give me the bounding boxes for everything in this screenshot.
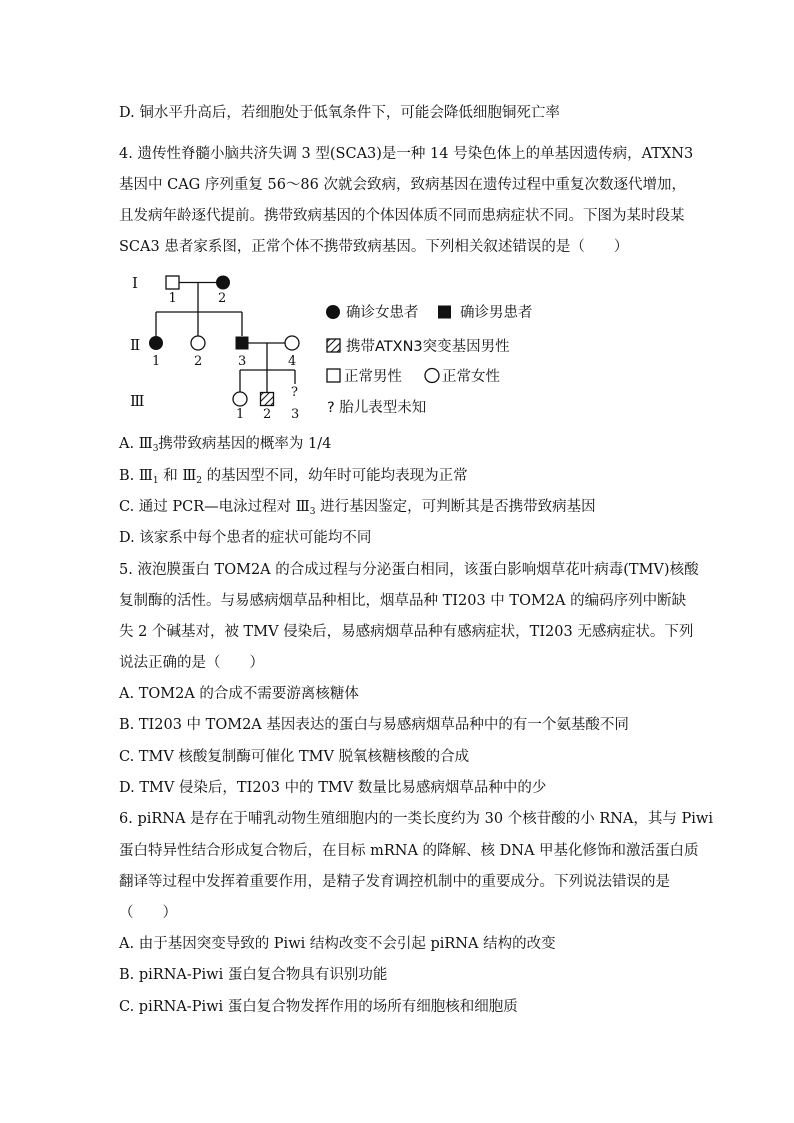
q3-option-d: D. 铜水平升高后，若细胞处于低氧条件下，可能会降低细胞铜死亡率	[119, 105, 560, 121]
gen2-label-1: 1	[152, 354, 161, 369]
q4-option-c: C. 通过 PCR—电泳过程对 $Ⅲ_3$ 进行基因鉴定，可判断其是否携带致病基因	[119, 499, 596, 517]
q4-stem-line-3: 且发病年龄逐代提前。携带致病基因的个体因体质不同而患病症状不同。下图为某时段某	[119, 208, 685, 224]
q6-option-c: C. piRNA-Piwi 蛋白复合物发挥作用的场所有细胞核和细胞质	[119, 999, 518, 1015]
q4-option-a: A. $Ⅲ_3$携带致病基因的概率为 1/4	[119, 436, 332, 454]
q5-stem-line-4: 说法正确的是（ ）	[119, 655, 264, 671]
q5-stem-line-2: 复制酶的活性。与易感病烟草品种相比，烟草品种 TI203 中 TOM2A 的编码序列中断缺	[119, 593, 687, 609]
gen2-male-3	[236, 337, 249, 350]
gen3-unknown-mark: ?	[291, 385, 298, 400]
q5-stem-line-1: 5. 液泡膜蛋白 TOM2A 的合成过程与分泌蛋白相同，该蛋白影响烟草花叶病毒(TMV)核酸	[119, 562, 699, 578]
q4-stem-line-1: 4. 遗传性脊髓小脑共济失调 3 型(SCA3)是一种 14 号染色体上的单基因遗传病，ATXN3	[119, 146, 694, 162]
gen-label-3: Ⅲ	[130, 392, 145, 410]
q6-stem-line-4: （ ）	[119, 905, 177, 921]
legend-normal-female-icon	[425, 369, 439, 383]
legend-unknown: ? 胎儿表型未知	[327, 400, 427, 416]
q5-option-d: D. TMV 侵染后，TI203 中的 TMV 数量比易感病烟草品种中的少	[119, 780, 547, 796]
q4-stem-line-2: 基因中 CAG 序列重复 56～86 次就会致病，致病基因在遗传过程中重复次数逐代增加，	[119, 177, 686, 193]
gen1-female-2	[216, 276, 230, 290]
q4-option-b: B. $Ⅲ_1$ 和 $Ⅲ_2$ 的基因型不同，幼年时可能均表现为正常	[119, 468, 468, 486]
legend-carrier-male: 携带ATXN3突变基因男性	[346, 339, 510, 355]
q5-option-a: A. TOM2A 的合成不需要游离核糖体	[119, 686, 359, 702]
legend-affected-male-icon	[438, 306, 451, 319]
gen3-label-3: 3	[291, 407, 300, 422]
gen2-female-1	[149, 336, 163, 350]
q4-option-d: D. 该家系中每个患者的症状可能均不同	[119, 530, 372, 546]
gen2-female-2	[191, 336, 205, 350]
q5-option-c: C. TMV 核酸复制酶可催化 TMV 脱氧核糖核酸的合成	[119, 749, 470, 765]
gen2-label-4: 4	[288, 354, 297, 369]
legend-normal-male-icon	[327, 369, 340, 382]
q6-option-a: A. 由于基因突变导致的 Piwi 结构改变不会引起 piRNA 结构的改变	[119, 936, 556, 952]
gen2-label-3: 3	[238, 354, 247, 369]
q6-option-b: B. piRNA-Piwi 蛋白复合物具有识别功能	[119, 967, 388, 983]
gen3-female-1	[233, 392, 247, 406]
gen-label-2: Ⅱ	[130, 336, 141, 354]
q6-stem-line-2: 蛋白特异性结合形成复合物后，在目标 mRNA 的降解、核 DNA 甲基化修饰和激活蛋白质	[119, 843, 699, 859]
gen3-label-1: 1	[236, 407, 245, 422]
q6-stem-line-1: 6. piRNA 是存在于哺乳动物生殖细胞内的一类长度约为 30 个核苷酸的小 RNA，其与 Piwi	[119, 811, 713, 827]
legend-normal-male: 正常男性	[344, 369, 402, 385]
legend-affected-female: 确诊女患者	[346, 305, 419, 321]
pedigree-chart	[120, 266, 560, 426]
q5-option-b: B. TI203 中 TOM2A 基因表达的蛋白与易感病烟草品种中的有一个氨基酸不同	[119, 717, 629, 733]
q4-stem-line-4: SCA3 患者家系图，正常个体不携带致病基因。下列相关叙述错误的是（ ）	[119, 239, 629, 255]
gen1-label-1: 1	[168, 291, 177, 306]
gen2-label-2: 2	[194, 354, 203, 369]
q6-stem-line-3: 翻译等过程中发挥着重要作用，是精子发育调控机制中的重要成分。下列说法错误的是	[119, 874, 670, 890]
gen1-male-1	[166, 276, 179, 289]
legend-normal-female: 正常女性	[442, 369, 500, 385]
legend-affected-male: 确诊男患者	[460, 305, 533, 321]
gen1-label-2: 2	[218, 291, 227, 306]
gen3-label-2: 2	[263, 407, 272, 422]
gen2-female-4	[285, 336, 299, 350]
q5-stem-line-3: 失 2 个碱基对，被 TMV 侵染后，易感病烟草品种有感病症状，TI203 无感病症状。下列	[119, 624, 694, 640]
legend-affected-female-icon	[326, 305, 340, 319]
gen-label-1: Ⅰ	[132, 274, 138, 292]
